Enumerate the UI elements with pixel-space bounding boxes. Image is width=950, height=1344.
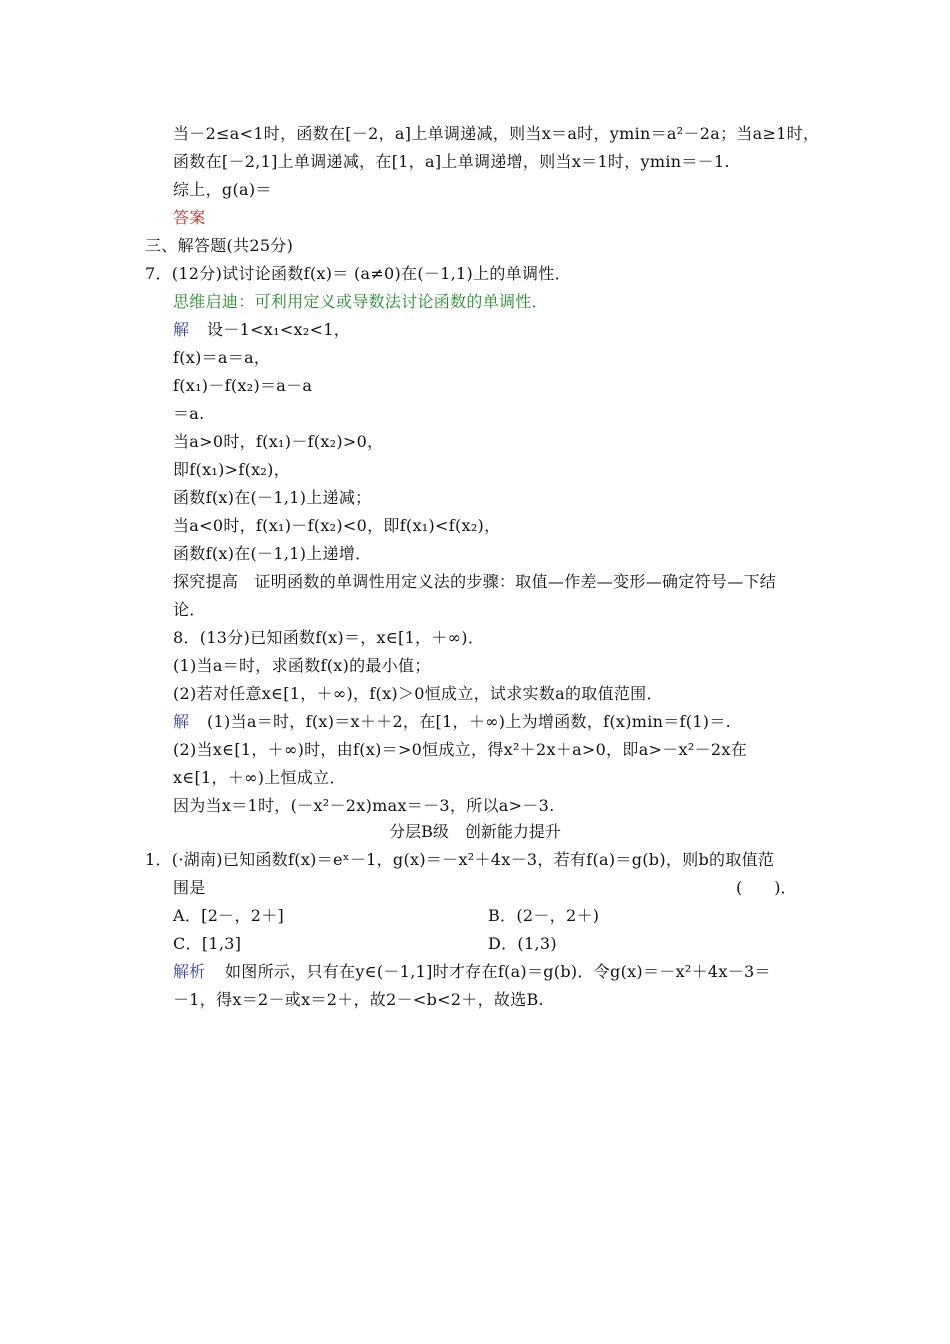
text-line: 论．: [173, 600, 206, 619]
text-line: 函数f(x)在(－1,1)上递减；: [173, 488, 372, 507]
option-c: C．[1,3]: [173, 934, 242, 953]
solution-label: 解: [173, 712, 190, 731]
section-title: 分层B级 创新能力提升: [389, 822, 561, 841]
text-line: (2)若对任意x∈[1，＋∞)，f(x)＞0恒成立，试求实数a的取值范围．: [173, 684, 663, 703]
section-heading: 三、解答题(共25分): [145, 236, 294, 255]
text-line: f(x₁)－f(x₂)＝a－a: [173, 376, 313, 395]
text-line: 当－2≤a<1时，函数在[－2，a]上单调递减，则当x＝a时，ymin＝a²－2a；当a≥1时，: [173, 124, 820, 143]
problem-8-statement: 8．(13分)已知函数f(x)＝，x∈[1，＋∞)．: [173, 628, 485, 647]
solution-label: 解: [173, 320, 190, 339]
text-line: 当a>0时，f(x₁)－f(x₂)>0，: [173, 432, 384, 451]
text-line: 即f(x₁)>f(x₂)，: [173, 460, 290, 479]
text-line: 如图所示，只有在y∈(－1,1]时才存在f(a)＝g(b)．令g(x)＝－x²＋4x－3＝: [225, 962, 771, 981]
text-line: 因为当x＝1时，(－x²－2x)max＝－3，所以a>－3.: [173, 796, 555, 815]
text-line: (1)当a＝时，f(x)＝x＋＋2，在[1，＋∞)上为增函数，f(x)min＝f(1)＝.: [207, 712, 732, 731]
text-line: 围是: [173, 878, 206, 897]
hint-text: 思维启迪：可利用定义或导数法讨论函数的单调性．: [173, 292, 548, 311]
answer-blank: ( )．: [736, 878, 797, 897]
text-line: f(x)＝a＝a，: [173, 348, 271, 367]
text-line: (2)当x∈[1，＋∞)时，由f(x)＝>0恒成立，得x²＋2x＋a>0，即a>－x²－2x在: [173, 740, 747, 759]
insight-text: 探究提高 证明函数的单调性用定义法的步骤：取值—作差—变形—确定符号—下结: [173, 572, 777, 591]
problem-7-statement: 7．(12分)试讨论函数f(x)＝ (a≠0)在(－1,1)上的单调性．: [145, 264, 571, 283]
text-line: ＝a.: [173, 404, 205, 423]
analysis-label: 解析: [173, 962, 206, 981]
text-line: 设－1<x₁<x₂<1，: [207, 320, 351, 339]
text-line: x∈[1，＋∞)上恒成立．: [173, 768, 346, 787]
text-line: 当a<0时，f(x₁)－f(x₂)<0，即f(x₁)<f(x₂)，: [173, 516, 501, 535]
text-line: 函数f(x)在(－1,1)上递增．: [173, 544, 372, 563]
text-line: (1)当a＝时，求函数f(x)的最小值；: [173, 656, 431, 675]
text-line: 综上，g(a)＝: [173, 180, 272, 199]
option-d: D．(1,3): [488, 934, 557, 953]
answer-label: 答案: [173, 208, 206, 227]
problem-1-statement: 1．(·湖南)已知函数f(x)＝eˣ－1，g(x)＝－x²＋4x－3，若有f(a)＝g(b)，则b的取值范: [145, 850, 775, 869]
text-line: 函数在[－2,1]上单调递减，在[1，a]上单调递增，则当x＝1时，ymin＝－1.: [173, 152, 730, 171]
text-line: －1，得x＝2－或x＝2＋，故2－<b<2＋，故选B.: [173, 990, 544, 1009]
option-b: B．(2－，2＋): [488, 906, 600, 925]
option-a: A．[2－，2＋]: [173, 906, 285, 925]
